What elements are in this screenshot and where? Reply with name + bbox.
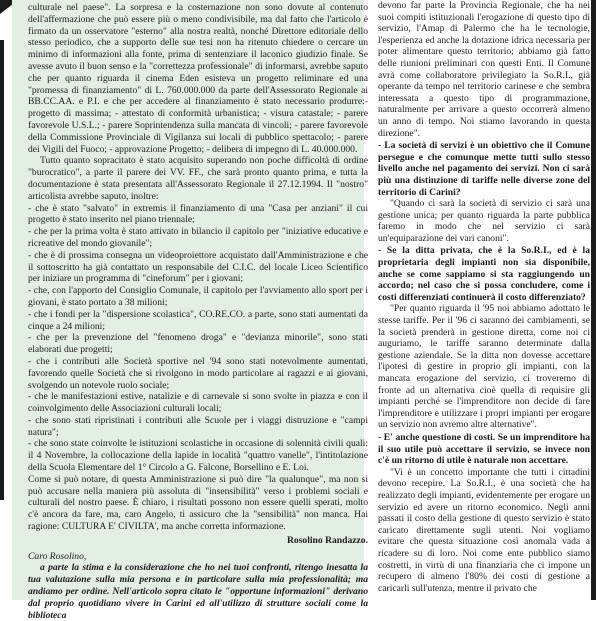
interview-answer-3: "Vi è un concetto importante che tutti i cittadini devono recepire. La So.R.I., è una società che ha realizzato degli impianti, evidentemente per erogare un servizio ed avere un ritorno economico. Negli anni passati il costo della gestione di questo servizio è stato caricato direttamente sugli utenti. Noi vogliamo evitare che questa situazione così anomala vada a ricadere su di loro. Noi come ente pubblico siamo costretti, in virtù di una finanziaria che ci impone un recupero di almeno l'80% dei costi di gestione a caricarli sull'utenza, mentre il privato che — [378, 466, 590, 594]
interview-paragraph-1: devono far parte la Provincia Regionale, che ha nei suoi compiti istituzionali l'erogazione di questo tipo di servizio, l'Amap di Palermo che ha le tecnologie, l'esperienza ed anche la dotazione idrica necessaria per poter alimentare questo territorio; abbiamo già fatto delle riunioni preliminari con questi Enti. Il Comune avrà come collaboratore privilegiato la So.R.I., già operante da tempo nel territorio carinese e che sembra interessata a questo tipo di programmazione, naturalmente per arrivare a questo occorrerà almeno un anno di tempo. Noi stiamo lavorando in questa direzione". — [378, 0, 590, 139]
interview-question-3: - E' anche questione di costi. Se un imprenditore ha il suo utile può accettare il servizio, se invece non c'è un ritorno di utile è naturale non accettare. — [378, 431, 590, 467]
interview-answer-2: "Per quanto riguarda il '95 noi abbiamo adottato le stesse tariffe. Per il '96 ci saranno dei cambiamenti, se la società prenderà in gestione diretta, come noi ci auguriamo, le tariffe saranno determinate dalla gestione aziendale. Se la ditta non dovesse accettare l'ipotesi di gestire in proprio gli impianti, con la mancata erogazione del servizio, ci troveremo di fronte ad un alternativa cioè quella di requisire gli impianti perché se l'imprenditore non decide di fare l'imprenditore e utilizzare i propri impianti per erogare un servizio non avremo altre alternative". — [378, 303, 590, 431]
left-edge-bar — [0, 40, 4, 500]
bullet-item: - che per la prevenzione del "fenomeno droga" e "devianza minorile", sono stati elaborati due progetti; — [28, 332, 368, 356]
letter-paragraph-2: Tutto quanto sopracitato è stato acquisito superando non poche difficoltà di ordine "burocratico", a parte il parere dei VV. FF., che sarà pronto quanto prima, e tutta la documentazione è stata presentata all'Assessorato Regionale il 27.12.1994. Il "nostro" articolista avrebbe saputo, inoltre: — [28, 155, 368, 202]
bullet-item: - che è di prossima consegna un videoproiettore acquistato dall'Amministrazione e che il sottoscritto ha già contattato un responsabile del C.I.C. del locale Liceo Scientifico per iniziare un programma di "cineforum" per i giovani; — [28, 249, 368, 285]
letter-paragraph-3: Come si può notare, di questa Amministrazione si può dire "la qualunque", ma non si può accusare nella maniera più assoluta di "insensibilità" verso i problemi sociali e culturali del nostro paese. È chiaro, i risultati possono non essere quelli sperati, molto c'è ancora da fare, ma, caro Angelo, ti assicuro che la "sensibilità" non manca. Hai ragione: CULTURA E' CIVILTA', ma anche corretta informazione. — [28, 473, 368, 533]
interview-question-2: - Se la ditta privata, che è la So.R.I., ed è la proprietaria degli impianti non sia disponibile, anche se come sappiamo si sta raggiungendo un accordo; nel caso che si possa concludere, come i costi differenziati continuerà il costo differenziato? — [378, 245, 590, 303]
bullet-item: - che sono stati ripristinati i contributi alle Scuole per i viaggi distruzione e "campi natura"; — [28, 414, 368, 438]
right-column-text — [378, 0, 590, 594]
interview-question-1: - La società di servizi è un obiettivo che il Comune persegue e che comunque mette tutti sullo stesso livello anche nel pagamento dei servizi. Non ci sarà più una distinzione di tariffe nelle diverse zone del territorio di Carini? — [378, 140, 590, 198]
letter-signature: Rosolino Randazzo. — [286, 534, 368, 546]
left-letter-panel — [12, 0, 368, 621]
bullet-item: - che per la prima volta è stato attivato in bilancio il capitolo per "iniziative educative e ricreative del mondo giovanile"; — [28, 226, 368, 249]
right-edge-rule — [591, 0, 596, 600]
letter-paragraph-1: culturale nel paese". La sorpresa e la costernazione non sono dovute al contenuto dell'affermazione che può essere più o meno condivisibile, ma dal fatto che l'articolo è firmato da un osservatore "esterno" alla nostra realtà, nonché Direttore editoriale dello stesso periodico, che a supporto delle sue tesi non ha ritenuto chiedere o cercare un minimo di informazioni alla fonte, prima di sentenziare il laconico giudizio finale. Se avesse avuto il buon senso e la "correttezza professionale" di informarsi, avrebbe saputo che per quanto riguarda il cinema Eden esisteva un progetto reliminare ed una "promessa di finanziamento" di L. 760.000.000 da parte dell'Assessorato Regionale ai BB.CC.AA. e P.I. e che per accedere al finanziamento è stato necessario produrre:- progetto di massima; - attestato di conformità urbanistica; - visura catastale; - parere favorevole U.S.L.; - parere Soprintendenza sulla mancata di vincoli; - parere favorevole della Commissione Provinciale di Vigilanza sui locali di pubblico spettacolo; - parere dei Vigili del Fuoco; - approvazione Progetto; - delibera di impegno di L. 40.000.000. — [28, 2, 368, 155]
bullet-item: - che è stato "salvato" in extremis il finanziamento di una "Casa per anziani" il cui progetto è stato inserito nel piano triennale; — [28, 202, 368, 226]
bullet-item: - che sono state coinvolte le istituzioni scolastiche in occasione di solennità civili quali: il 4 Novembre, la collocazione della lapide in località "quattro vanelle", l'intitolazione della Scuola Elementare del 1° Circolo a G. Falcone, Borsellino e E. Loi. — [28, 438, 368, 474]
bullet-item: - che i contributi alle Società sportive nel '94 sono stati notevolmente aumentati, favorendo quelle Società che si rivolgono in modo particolare ai ragazzi e ai giovani, svolgendo un notevole ruolo sociale; — [28, 355, 368, 391]
left-column-text — [28, 2, 368, 621]
reply-body: a parte la stima e la considerazione che ho nei tuoi confronti, ritengo inesatta la tua valutazione sulla mia persona e in particolare sulla mia professionalità; ma andiamo per ordine. Nell'articolo sopra citato le "opportune informazioni" derivano dal proprio quotidiano vivere in Carini ed all'utilizzo di strutture sociali come la biblioteca — [28, 562, 368, 621]
bullet-item: - che, con l'apporto del Consiglio Comunale, il capitolo per l'avviamento allo sport per i giovani, è stato portato a 38 milioni; — [28, 285, 368, 308]
bullet-item: - che i fondi per la "dispersione scolastica", CO.RE.CO. a parte, sono stati aumentati da cinque a 24 milioni; — [28, 308, 368, 332]
interview-answer-1: "Quando ci sarà la società di servizio ci sarà una gestione unica; per quanto riguarda la parte pubblica faremo in modo che nel servizio ci sarà un'equiparazione dei vari canoni". — [378, 198, 590, 244]
reply-heading: Caro Rosolino, — [28, 550, 87, 562]
bullet-item: - che le manifestazioni estive, natalizie e di carnevale si sono svolte in piazza e con il coinvolgimento delle Associazioni culturali locali; — [28, 391, 368, 415]
